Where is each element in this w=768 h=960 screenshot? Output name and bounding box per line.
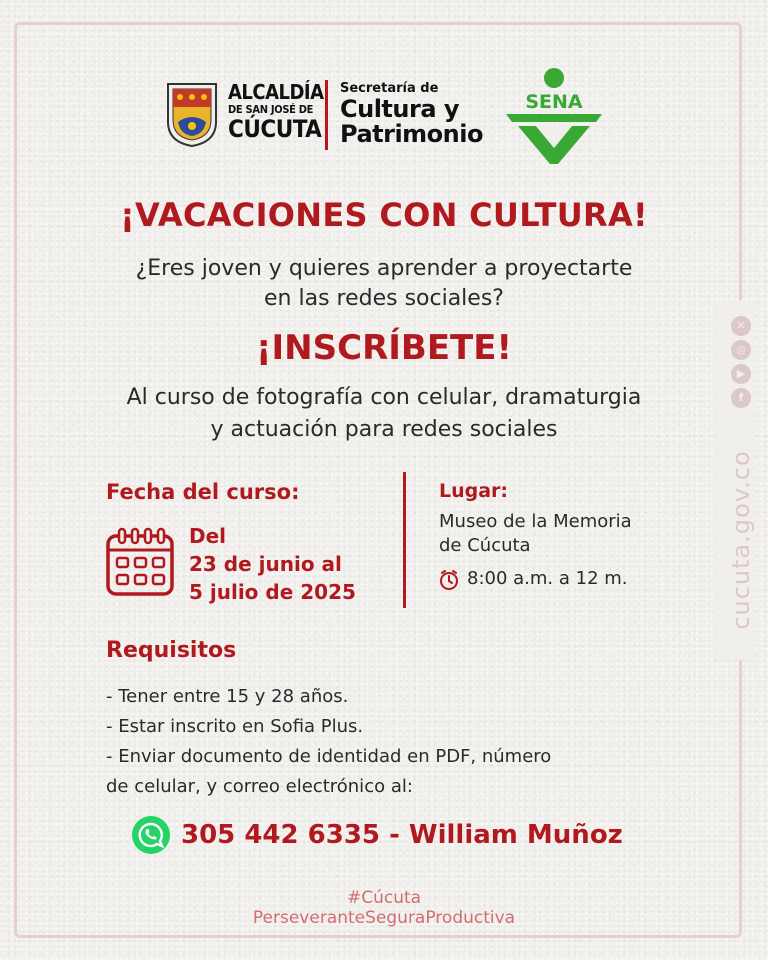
schedule-time: 8:00 a.m. a 12 m. bbox=[467, 568, 628, 589]
fecha-label: Fecha del curso: bbox=[106, 480, 300, 504]
whatsapp-icon[interactable] bbox=[131, 815, 171, 855]
section-divider bbox=[403, 472, 406, 608]
requisito-item: - Enviar documento de identidad en PDF, número bbox=[106, 746, 552, 767]
lugar-line2: de Cúcuta bbox=[439, 535, 531, 556]
x-icon[interactable]: ✕ bbox=[731, 316, 751, 336]
question-line2: en las redes sociales? bbox=[264, 286, 504, 311]
side-url[interactable]: cucuta.gov.co bbox=[727, 450, 755, 630]
dates-line3: 5 julio de 2025 bbox=[189, 580, 356, 604]
cta-heading: ¡INSCRÍBETE! bbox=[256, 328, 512, 368]
clock-icon bbox=[439, 570, 459, 590]
header-logos bbox=[0, 66, 768, 166]
logo-divider bbox=[325, 80, 328, 150]
alcaldia-line2: DE SAN JOSÉ DE bbox=[228, 103, 314, 116]
cucuta-shield-icon bbox=[166, 82, 218, 148]
contact-text: 305 442 6335 - William Muñoz bbox=[181, 820, 623, 850]
course-dates bbox=[189, 522, 356, 606]
alcaldia-line1: ALCALDÍA bbox=[228, 80, 324, 104]
alcaldia-line3: CÚCUTA bbox=[228, 115, 322, 143]
course-description bbox=[0, 382, 768, 446]
lugar-address bbox=[439, 510, 632, 558]
alcaldia-logo-text bbox=[228, 82, 324, 141]
facebook-icon[interactable]: f bbox=[731, 388, 751, 408]
hashtag bbox=[0, 888, 768, 928]
headline: ¡VACACIONES CON CULTURA! bbox=[120, 196, 648, 234]
youtube-icon[interactable]: ▶ bbox=[731, 364, 751, 384]
instagram-icon[interactable]: ◎ bbox=[731, 340, 751, 360]
secretaria-line2: Cultura y bbox=[340, 95, 460, 123]
hashtag-line2: PerseveranteSeguraProductiva bbox=[252, 908, 516, 928]
requisito-item: de celular, y correo electrónico al: bbox=[106, 776, 413, 797]
requisito-item: - Estar inscrito en Sofia Plus. bbox=[106, 716, 364, 737]
calendar-icon bbox=[105, 526, 175, 598]
lugar-label: Lugar: bbox=[439, 480, 509, 502]
requisito-item: - Tener entre 15 y 28 años. bbox=[106, 686, 349, 707]
lugar-line1: Museo de la Memoria bbox=[439, 511, 632, 532]
hashtag-line1: #Cúcuta bbox=[346, 888, 422, 908]
question bbox=[0, 254, 768, 314]
course-line1: Al curso de fotografía con celular, dramaturgia bbox=[126, 385, 642, 410]
question-line1: ¿Eres joven y quieres aprender a proyectarte bbox=[135, 256, 633, 281]
course-line2: y actuación para redes sociales bbox=[210, 417, 558, 442]
dates-line1: Del bbox=[189, 524, 227, 548]
requisitos-label: Requisitos bbox=[106, 638, 237, 663]
dates-line2: 23 de junio al bbox=[189, 552, 342, 576]
requisitos-list bbox=[106, 682, 551, 802]
sena-text: SENA bbox=[525, 91, 583, 113]
side-social-icons bbox=[731, 316, 753, 412]
secretaria-logo-text bbox=[340, 82, 483, 146]
sena-logo-icon bbox=[502, 66, 606, 166]
secretaria-line1: Secretaría de bbox=[340, 81, 439, 96]
secretaria-line3: Patrimonio bbox=[340, 120, 483, 148]
